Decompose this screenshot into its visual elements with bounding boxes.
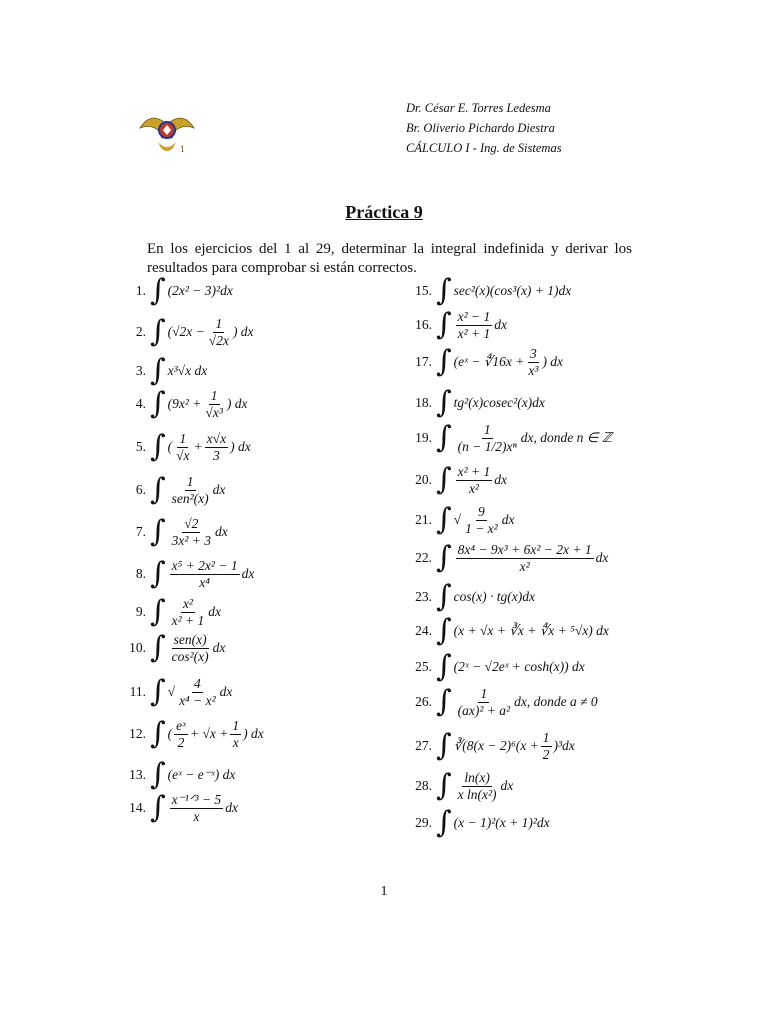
fraction-numerator: x² [182,596,193,611]
exercise-item [398,770,513,802]
fraction-numerator: x² − 1 [457,309,491,324]
exercise-item [112,431,251,463]
exercise-expression [168,283,233,299]
fraction-denominator: x⁴ [199,574,210,590]
integral-sign-icon: ∫ [150,472,166,508]
integral-sign-icon: ∫ [150,716,166,752]
expression-suffix: dx [500,778,514,794]
exercise-number: 14. [129,800,146,816]
fraction-numerator: 1 [179,431,187,446]
expression-suffix: dx, donde n ∈ ℤ [520,430,612,446]
exercise-expression [454,346,563,378]
expression-prefix: (eˣ − ∜16x + [453,354,525,370]
fraction-denominator: sen²(x) [171,490,209,506]
exercise-item [112,632,225,664]
exercise-item [112,596,221,628]
fraction-numerator: 3 [530,346,537,361]
expression-text: x³√x dx [167,363,208,378]
exercise-number: 23. [415,589,432,604]
fraction [170,558,240,590]
fraction-denominator: √x³ [205,404,223,420]
exercise-item [112,388,248,420]
fraction [456,770,499,802]
integral-sign-icon: ∫ [436,613,452,648]
fraction-numerator: 1 [542,730,550,745]
exercise-expression [454,395,545,411]
expression-suffix: ) dx [230,439,251,455]
expression-suffix: dx [494,472,508,488]
integral-sign-icon: ∫ [436,540,452,576]
exercise-item [112,273,233,308]
exercise-expression [168,792,238,824]
exercise-number: 9. [135,604,146,620]
expression-suffix: dx [219,684,233,700]
expression-suffix: dx, donde a ≠ 0 [514,694,598,710]
expression-suffix: ) dx [542,354,564,370]
exercise-item [112,558,254,590]
integral-sign-icon: ∫ [436,344,452,380]
exercise-expression [454,422,612,454]
exercise-expression [168,718,264,750]
exercise-expression [454,770,514,802]
fraction [174,431,191,463]
exercise-expression [454,589,535,605]
exercise-number: 24. [415,623,432,638]
expression-prefix: (√2x − [167,324,205,340]
university-emblem-logo [136,108,198,156]
expression-prefix: √ [167,684,176,700]
expression-text: (eˣ − e⁻ˣ) dx [167,767,236,782]
expression-text: (2ˣ − √2eˣ + cosh(x)) dx [453,659,585,674]
authors-block [406,98,562,158]
fraction-numerator: ln(x) [464,770,490,785]
expression-suffix: dx [212,482,226,498]
expression-suffix: dx [595,550,609,566]
exercise-expression [168,516,228,548]
exercise-expression [454,464,507,496]
fraction-numerator: x⁻¹ᐟ³ − 5 [171,792,222,807]
exercise-expression [454,686,598,718]
exercise-expression [168,474,226,506]
exercise-expression [454,542,609,574]
expression-suffix: )³dx [553,738,575,754]
fraction-denominator: x⁴ − x² [179,692,216,708]
fraction-denominator: 2 [542,746,550,762]
fraction-denominator: (n − 1/2)xⁿ [457,438,517,454]
exercise-expression [168,596,221,628]
expression-suffix: dx [208,604,222,620]
author-2: Br. Oliverio Pichardo Diestra [406,121,555,135]
fraction-numerator: 8x⁴ − 9x³ + 6x² − 2x + 1 [457,542,592,557]
fraction-denominator: √x [176,447,190,463]
exercise-item [112,757,236,792]
fraction [456,422,519,454]
fraction [170,596,207,628]
expression-prefix: √ [453,512,462,528]
fraction-denominator: x² [468,480,479,496]
expression-text: (x − 1)²(x + 1)²dx [453,815,550,830]
exercise-number: 27. [415,738,432,754]
exercise-expression [168,388,248,420]
fraction-denominator: x² [519,558,530,574]
exercise-expression [454,815,550,831]
integral-sign-icon: ∫ [150,674,166,710]
integral-sign-icon: ∫ [436,805,452,840]
fraction [463,504,500,536]
fraction-denominator: x³ [528,362,539,378]
fraction-numerator: 9 [478,504,485,519]
exercise-expression [454,659,585,675]
exercise-number: 20. [415,472,432,488]
fraction [170,792,224,824]
exercise-number: 16. [415,317,432,333]
integral-sign-icon: ∫ [436,649,452,684]
fraction-second-denominator: x [232,734,239,750]
exercise-number: 25. [415,659,432,674]
expression-text: sec²(x)(cos³(x) + 1)dx [453,283,572,298]
fraction-second-denominator: 3 [213,447,220,463]
fraction-denominator: x² + 1 [457,325,491,341]
exercise-number: 11. [129,684,146,700]
exercise-number: 21. [415,512,432,528]
expression-text: (2x² − 3)²dx [167,283,233,298]
exercise-expression [454,283,572,299]
fraction [174,718,188,750]
exercise-item [398,613,609,648]
fraction-denominator: 1 − x² [465,520,498,536]
fraction [170,632,211,664]
exercise-expression [168,632,226,664]
expression-middle: + √x + [189,726,229,742]
exercise-number: 6. [135,482,146,498]
integral-sign-icon: ∫ [150,353,166,388]
expression-prefix: ( [167,439,173,455]
exercise-item [398,730,575,762]
exercise-number: 3. [135,363,146,378]
exercise-number: 15. [415,283,432,298]
author-1: Dr. César E. Torres Ledesma [406,101,551,115]
exercise-item [112,676,232,708]
exercise-expression [168,676,233,708]
exercise-number: 5. [135,439,146,455]
fraction-second-numerator: 1 [232,718,240,733]
integral-sign-icon: ∫ [436,502,452,538]
integral-sign-icon: ∫ [150,757,166,792]
exercise-item [398,579,535,614]
exercise-expression [168,316,254,348]
integral-sign-icon: ∫ [150,630,166,666]
expression-suffix: dx [241,566,255,582]
integral-sign-icon: ∫ [150,386,166,422]
exercise-number: 28. [415,778,432,794]
fraction-numerator: 1 [483,422,491,437]
fraction [541,730,552,762]
fraction-denominator: x² + 1 [171,612,205,628]
exercise-number: 18. [415,395,432,410]
exercise-item [112,474,225,506]
expression-suffix: dx [501,512,515,528]
fraction-second [205,431,228,463]
fraction-denominator: (ax)² + a² [457,702,511,718]
instructions-paragraph: En los ejercicios del 1 al 29, determinar la integral indefinida y derivar los resultados para comprobar si están correctos. [147,241,632,276]
integral-sign-icon: ∫ [436,420,452,456]
integral-sign-icon: ∫ [436,684,452,720]
exercise-expression [168,767,236,783]
expression-suffix: dx [494,317,508,333]
expression-text: (x + √x + ∛x + ∜x + ⁵√x) dx [453,623,609,638]
fraction [526,346,540,378]
fraction-numerator: eˣ [176,718,186,733]
exercise-item [112,516,228,548]
integral-sign-icon: ∫ [436,462,452,498]
fraction [203,388,224,420]
fraction-denominator: cos²(x) [171,648,209,664]
fraction-denominator: 3x² + 3 [171,532,212,548]
integral-sign-icon: ∫ [150,556,166,592]
exercise-number: 29. [415,815,432,830]
integral-sign-icon: ∫ [436,768,452,804]
exercise-number: 13. [129,767,146,782]
integral-sign-icon: ∫ [150,273,166,308]
exercise-number: 12. [129,726,146,742]
fraction [170,474,211,506]
exercise-item [398,346,563,378]
expression-suffix: dx [215,524,228,540]
exercise-item [398,422,612,454]
integral-sign-icon: ∫ [436,728,452,764]
fraction-denominator: √2x [208,332,229,348]
integral-sign-icon: ∫ [150,514,166,550]
fraction-denominator: x [193,808,200,824]
integral-sign-icon: ∫ [150,790,166,826]
exercise-number: 1. [135,283,146,298]
expression-prefix: ∛(8(x − 2)⁶(x + [453,738,539,754]
exercise-item [398,309,507,341]
exercise-item [112,316,254,348]
course-name: CÁLCULO I - Ing. de Sistemas [406,141,562,155]
exercise-number: 8. [135,566,146,582]
exercise-item [398,385,545,420]
fraction [456,464,493,496]
fraction [456,686,512,718]
exercise-expression [454,504,515,536]
fraction-denominator: x ln(x²) [457,786,497,802]
expression-suffix: ) dx [226,396,248,412]
exercise-item [112,718,264,750]
exercise-number: 22. [415,550,432,566]
fraction [456,542,594,574]
integral-sign-icon: ∫ [436,307,452,343]
exercise-expression [454,623,609,639]
fraction-numerator: √2 [184,516,199,531]
fraction [170,516,213,548]
fraction-numerator: x² + 1 [457,464,491,479]
exercise-item [398,805,550,840]
exercise-item [398,542,608,574]
integral-sign-icon: ∫ [436,273,452,308]
exercise-item [112,792,238,824]
exercise-expression [168,558,255,590]
integral-sign-icon: ∫ [150,594,166,630]
expression-suffix: ) dx [232,324,254,340]
svg-text:1: 1 [180,145,186,154]
expression-text: tg²(x)cosec²(x)dx [453,395,545,410]
exercise-number: 19. [415,430,432,446]
expression-text: cos(x) · tg(x)dx [453,589,535,604]
fraction-numerator: 1 [186,474,194,489]
exercise-number: 7. [135,524,146,540]
integral-sign-icon: ∫ [150,429,166,465]
page-title: Práctica 9 [345,202,423,222]
fraction-numerator: 1 [215,316,223,331]
expression-prefix: ( [167,726,173,742]
exercise-item [398,504,514,536]
expression-suffix: dx [212,640,226,656]
expression-suffix: dx [225,800,238,816]
integral-sign-icon: ∫ [436,579,452,614]
exercise-number: 4. [135,396,146,412]
exercise-item [112,353,208,388]
exercise-number: 2. [135,324,146,340]
fraction-numerator: sen(x) [173,632,207,647]
fraction [456,309,493,341]
exercise-number: 17. [415,354,432,370]
exercise-expression [454,730,575,762]
fraction [177,676,218,708]
expression-suffix: ) dx [243,726,264,742]
exercise-number: 26. [415,694,432,710]
fraction-denominator: 2 [177,734,185,750]
exercise-expression [454,309,507,341]
exercise-expression [168,431,251,463]
exercise-item [398,686,598,718]
integral-sign-icon: ∫ [436,385,452,420]
exercise-item [398,464,507,496]
exercise-number: 10. [129,640,146,656]
exercise-expression [168,363,208,379]
fraction-numerator: 1 [480,686,488,701]
fraction-numerator: 4 [193,676,201,691]
fraction-numerator: 1 [210,388,218,403]
exercise-item [398,649,585,684]
expression-prefix: (9x² + [167,396,202,412]
exercise-item [398,273,572,308]
expression-middle: + [193,439,203,455]
fraction-second [230,718,241,750]
fraction-second-numerator: x√x [206,431,227,446]
fraction-numerator: x⁵ + 2x² − 1 [171,558,238,573]
integral-sign-icon: ∫ [150,314,166,350]
fraction [207,316,231,348]
page-number: 1 [380,884,388,899]
